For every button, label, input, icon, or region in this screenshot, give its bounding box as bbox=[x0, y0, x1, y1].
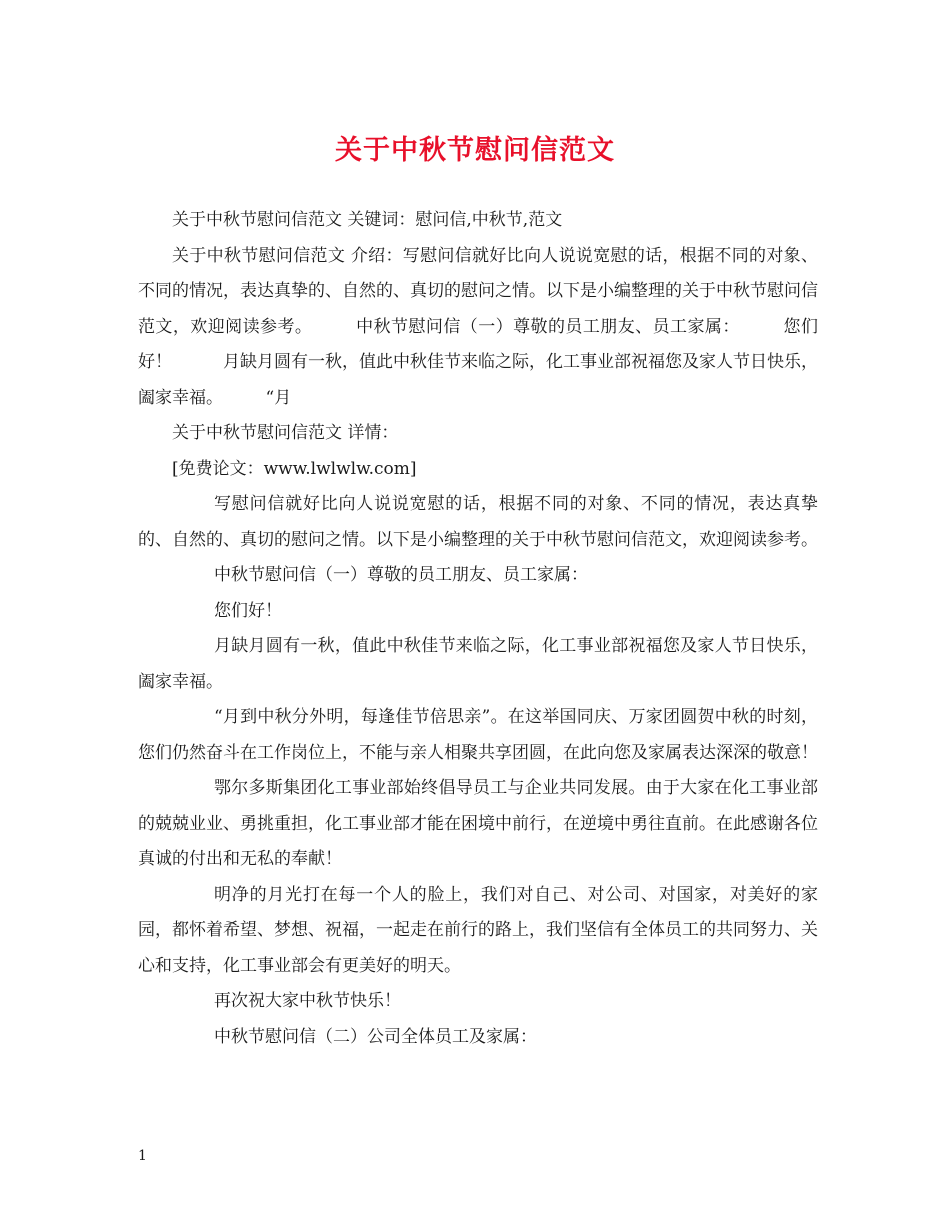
keywords-line: 关于中秋节慰问信范文 关键词：慰问信,中秋节,范文 bbox=[172, 210, 563, 230]
paragraph-8: 再次祝大家中秋节快乐！ bbox=[214, 991, 401, 1011]
intro-summary: 关于中秋节慰问信范文 介绍：写慰问信就好比向人说说宽慰的话，根据不同的对象、不同的情况，表达真挚的、自然的、真切的慰问之情。以下是小编整理的关于中秋节慰问信范文，欢迎阅读参考。 中秋节慰问信（一）尊敬的员工朋友、员工家属： 您们好！ 月缺月圆有一秋，值此中秋佳节来临之际，化工事业部祝福您及家人节日快乐，阖家幸福。 “月 bbox=[138, 245, 818, 408]
document-title: 关于中秋节慰问信范文 bbox=[335, 135, 615, 166]
paragraph-6: 鄂尔多斯集团化工事业部始终倡导员工与企业共同发展。由于大家在化工事业部的兢兢业业、勇挑重担，化工事业部才能在困境中前行，在逆境中勇往直前。在此感谢各位真诚的付出和无私的奉献！ bbox=[138, 778, 818, 869]
paragraph-4: 月缺月圆有一秋，值此中秋佳节来临之际，化工事业部祝福您及家人节日快乐，阖家幸福。 bbox=[138, 636, 818, 692]
detail-label: 关于中秋节慰问信范文 详情： bbox=[172, 423, 399, 443]
paragraph-5: “月到中秋分外明，每逢佳节倍思亲”。在这举国同庆、万家团圆贺中秋的时刻，您们仍然奋斗在工作岗位上，不能与亲人相聚共享团圆，在此向您及家属表达深深的敬意！ bbox=[138, 707, 818, 763]
paragraph-2: 中秋节慰问信（一）尊敬的员工朋友、员工家属： bbox=[214, 565, 588, 585]
paragraph-3: 您们好！ bbox=[214, 600, 282, 621]
document-body bbox=[138, 203, 818, 1055]
paragraph-1: 写慰问信就好比向人说说宽慰的话，根据不同的对象、不同的情况，表达真挚的、自然的、真切的慰问之情。以下是小编整理的关于中秋节慰问信范文，欢迎阅读参考。 bbox=[138, 494, 818, 550]
page-number: 1 bbox=[138, 1148, 147, 1164]
paragraph-9: 中秋节慰问信（二）公司全体员工及家属： bbox=[214, 1026, 537, 1047]
source-note: [免费论文：www.lwlwlw.com] bbox=[172, 458, 417, 479]
paragraph-7: 明净的月光打在每一个人的脸上，我们对自己、对公司、对国家，对美好的家园，都怀着希望、梦想、祝福，一起走在前行的路上，我们坚信有全体员工的共同努力、关心和支持，化工事业部会有更美好的明天。 bbox=[138, 884, 818, 976]
